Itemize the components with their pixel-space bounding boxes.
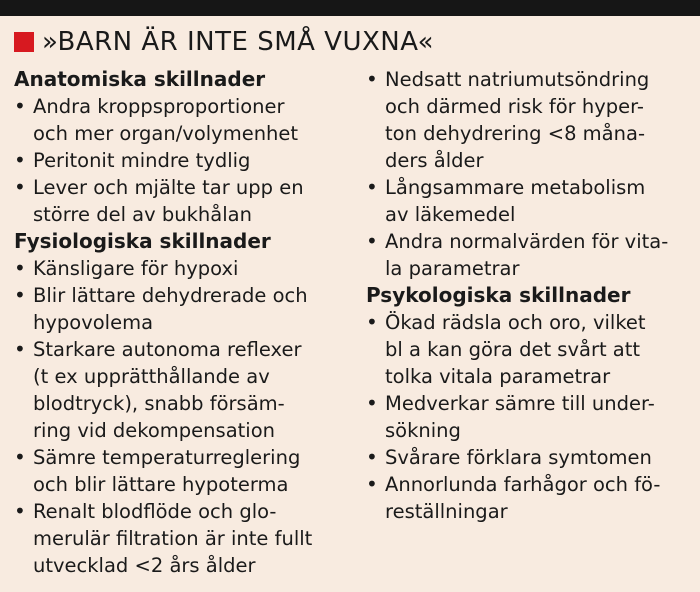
bullet-dot-icon: • — [14, 499, 26, 523]
bullet-item — [14, 498, 354, 579]
bullet-line: (t ex upprätthållande av — [33, 365, 270, 388]
bullet-text — [33, 147, 354, 174]
bullet-dot-icon: • — [366, 391, 378, 415]
bullet-dot-icon: • — [14, 256, 26, 280]
page-title: »BARN ÄR INTE SMÅ VUXNA« — [42, 27, 435, 57]
bullet-item — [366, 174, 696, 228]
bullet-dot-icon: • — [366, 67, 378, 91]
bullet-line: bl a kan göra det svårt att — [385, 338, 641, 361]
bullet-line: och mer organ/volymenhet — [33, 122, 299, 145]
section-continued — [366, 66, 696, 282]
bullet-dot-icon: • — [366, 472, 378, 496]
left-column — [14, 66, 354, 579]
bullet-dot-icon: • — [14, 445, 26, 469]
bullet-line: av läkemedel — [385, 203, 516, 226]
bullet-line: Renalt blodflöde och glo- — [33, 500, 277, 523]
bullet-dot-icon: • — [366, 445, 378, 469]
bullet-line: Långsammare metabolism — [385, 176, 646, 199]
section-heading: Anatomiska skillnader — [14, 67, 266, 91]
bullet-dot-icon: • — [14, 175, 26, 199]
bullet-line: Andra kroppsproportioner — [33, 95, 285, 118]
bullet-dot-icon: • — [14, 283, 26, 307]
bullet-text — [33, 282, 354, 336]
section-heading: Psykologiska skillnader — [366, 283, 631, 307]
bullet-item — [366, 66, 696, 174]
section-fysiologiska-skillnader — [14, 228, 354, 579]
bullet-line: hypovolema — [33, 311, 154, 334]
bullet-text — [385, 444, 696, 471]
bullet-line: ring vid dekompensation — [33, 419, 275, 442]
bullet-text — [385, 309, 696, 390]
red-square-icon — [14, 32, 34, 52]
bullet-line: Peritonit mindre tydlig — [33, 149, 251, 172]
bullet-line: blodtryck), snabb försäm- — [33, 392, 285, 415]
bullet-text — [385, 66, 696, 174]
bullet-dot-icon: • — [14, 94, 26, 118]
bullet-text — [385, 471, 696, 525]
section-psykologiska-skillnader — [366, 282, 696, 525]
bullet-line: la parametrar — [385, 257, 520, 280]
right-column — [366, 66, 696, 525]
bullet-item — [14, 444, 354, 498]
title-row — [14, 24, 434, 60]
bullet-text — [33, 93, 354, 147]
bullet-text — [385, 390, 696, 444]
bullet-line: och blir lättare hypoterma — [33, 473, 289, 496]
bullet-line: Medverkar sämre till under- — [385, 392, 655, 415]
bullet-line: sökning — [385, 419, 461, 442]
bullet-dot-icon: • — [14, 148, 26, 172]
bullet-dot-icon: • — [14, 337, 26, 361]
bullet-line: Svårare förklara symtomen — [385, 446, 652, 469]
section-anatomiska-skillnader — [14, 66, 354, 228]
bullet-item — [14, 147, 354, 174]
bullet-item — [366, 309, 696, 390]
bullet-text — [33, 444, 354, 498]
bullet-item — [366, 390, 696, 444]
bullet-line: ders ålder — [385, 149, 484, 172]
bullet-line: Starkare autonoma reflexer — [33, 338, 302, 361]
bullet-dot-icon: • — [366, 229, 378, 253]
bullet-line: tolka vitala parametrar — [385, 365, 611, 388]
bullet-dot-icon: • — [366, 310, 378, 334]
bullet-line: Nedsatt natriumutsöndring — [385, 68, 650, 91]
bullet-line: större del av bukhålan — [33, 203, 252, 226]
bullet-text — [33, 498, 354, 579]
bullet-text — [33, 255, 354, 282]
bullet-line: utvecklad <2 års ålder — [33, 554, 256, 577]
bullet-line: Ökad rädsla och oro, vilket — [385, 311, 646, 334]
bullet-item — [14, 336, 354, 444]
bullet-text — [33, 174, 354, 228]
bullet-dot-icon: • — [366, 175, 378, 199]
bullet-text — [385, 174, 696, 228]
bullet-item — [14, 174, 354, 228]
bullet-item — [14, 255, 354, 282]
bullet-line: Blir lättare dehydrerade och — [33, 284, 308, 307]
bullet-line: Sämre temperaturreglering — [33, 446, 301, 469]
bullet-line: reställningar — [385, 500, 508, 523]
bullet-item — [366, 444, 696, 471]
bullet-item — [14, 282, 354, 336]
bullet-line: Annorlunda farhågor och fö- — [385, 473, 661, 496]
section-heading: Fysiologiska skillnader — [14, 229, 271, 253]
bullet-line: Lever och mjälte tar upp en — [33, 176, 304, 199]
top-rule — [0, 0, 700, 16]
bullet-item — [366, 228, 696, 282]
bullet-text — [33, 336, 354, 444]
bullet-line: Känsligare för hypoxi — [33, 257, 239, 280]
bullet-line: ton dehydrering <8 måna- — [385, 122, 645, 145]
bullet-item — [14, 93, 354, 147]
bullet-line: och därmed risk för hyper- — [385, 95, 644, 118]
bullet-line: merulär filtration är inte fullt — [33, 527, 313, 550]
bullet-text — [385, 228, 696, 282]
bullet-item — [366, 471, 696, 525]
bullet-line: Andra normalvärden för vita- — [385, 230, 669, 253]
